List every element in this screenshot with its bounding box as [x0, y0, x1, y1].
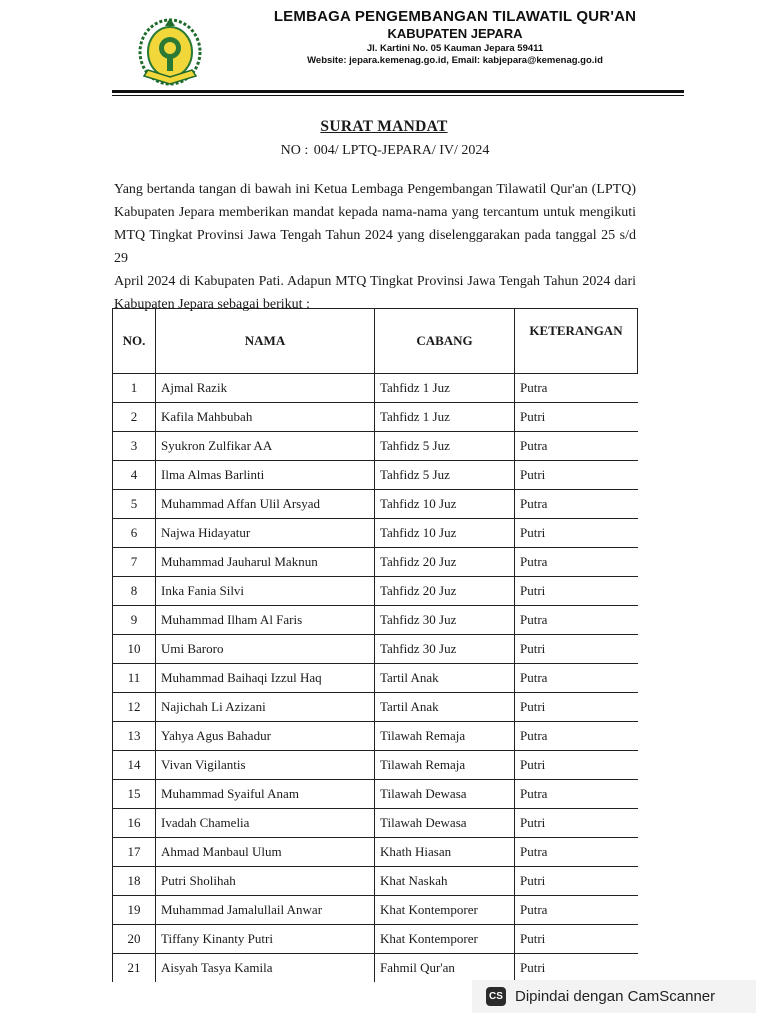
cell-no: 3	[113, 432, 156, 461]
table-row	[113, 577, 638, 606]
paragraph-line: Kabupaten Jepara sebagai berikut :	[114, 297, 310, 312]
cell-no: 2	[113, 403, 156, 432]
cell-no: 11	[113, 664, 156, 693]
cell-no: 10	[113, 635, 156, 664]
cell-cabang: Tahfidz 1 Juz	[375, 403, 515, 432]
cell-keterangan: Putra	[515, 432, 638, 461]
cell-keterangan: Putri	[515, 519, 638, 548]
cell-no: 19	[113, 896, 156, 925]
camscanner-text: Dipindai dengan CamScanner	[515, 988, 716, 1005]
cell-keterangan: Putra	[515, 606, 638, 635]
cell-nama: Kafila Mahbubah	[156, 403, 375, 432]
header-cabang: CABANG	[375, 309, 515, 374]
cell-nama: Syukron Zulfikar AA	[156, 432, 375, 461]
cell-nama: Ivadah Chamelia	[156, 809, 375, 838]
cell-cabang: Tilawah Remaja	[375, 751, 515, 780]
cell-keterangan: Putri	[515, 954, 638, 983]
cell-no: 15	[113, 780, 156, 809]
cell-cabang: Tahfidz 20 Juz	[375, 577, 515, 606]
table-header-row	[113, 309, 638, 374]
cell-cabang: Tartil Anak	[375, 664, 515, 693]
cell-nama: Muhammad Affan Ulil Arsyad	[156, 490, 375, 519]
cell-cabang: Tahfidz 5 Juz	[375, 461, 515, 490]
cell-nama: Ilma Almas Barlinti	[156, 461, 375, 490]
cell-keterangan: Putra	[515, 722, 638, 751]
document-number	[0, 143, 768, 159]
paragraph-line: MTQ Tingkat Provinsi Jawa Tengah Tahun 2024 yang diselenggarakan pada tanggal 25 s/d 29	[114, 228, 636, 266]
cell-nama: Muhammad Jamalullail Anwar	[156, 896, 375, 925]
cell-no: 14	[113, 751, 156, 780]
participant-rows	[113, 374, 638, 983]
table-row	[113, 664, 638, 693]
cell-no: 8	[113, 577, 156, 606]
cell-keterangan: Putri	[515, 577, 638, 606]
cell-nama: Najwa Hidayatur	[156, 519, 375, 548]
cell-keterangan: Putri	[515, 461, 638, 490]
table-row	[113, 809, 638, 838]
table-row	[113, 838, 638, 867]
table-row	[113, 867, 638, 896]
mandate-paragraph	[114, 178, 636, 316]
cell-keterangan: Putra	[515, 374, 638, 403]
cell-cabang: Tahfidz 5 Juz	[375, 432, 515, 461]
cell-keterangan: Putri	[515, 751, 638, 780]
letterhead-divider-thin	[112, 95, 684, 96]
table-row	[113, 635, 638, 664]
paragraph-line: April 2024 di Kabupaten Pati. Adapun MTQ Tingkat Provinsi Jawa Tengah Tahun 2024 dari	[114, 274, 636, 289]
organization-name: LEMBAGA PENGEMBANGAN TILAWATIL QUR'AN	[273, 8, 637, 25]
organization-contact: Website: jepara.kemenag.go.id, Email: kabjepara@kemenag.go.id	[307, 55, 603, 66]
cell-no: 21	[113, 954, 156, 983]
paragraph-line: Kabupaten Jepara memberikan mandat kepada nama-nama yang tercantum untuk mengikuti	[114, 205, 636, 220]
cell-no: 7	[113, 548, 156, 577]
header-keterangan: KETERANGAN	[515, 309, 638, 374]
cell-cabang: Khat Kontemporer	[375, 896, 515, 925]
document-number-label: NO :	[280, 143, 309, 158]
cell-cabang: Tilawah Dewasa	[375, 809, 515, 838]
letterhead	[230, 8, 680, 66]
letterhead-divider-thick	[112, 90, 684, 93]
cell-keterangan: Putri	[515, 635, 638, 664]
cell-keterangan: Putra	[515, 780, 638, 809]
cell-no: 13	[113, 722, 156, 751]
cell-nama: Muhammad Baihaqi Izzul Haq	[156, 664, 375, 693]
cell-nama: Umi Baroro	[156, 635, 375, 664]
table-row	[113, 519, 638, 548]
cell-nama: Muhammad Ilham Al Faris	[156, 606, 375, 635]
cell-cabang: Fahmil Qur'an	[375, 954, 515, 983]
header-no: NO.	[113, 309, 156, 374]
cell-no: 20	[113, 925, 156, 954]
table-row	[113, 432, 638, 461]
cell-cabang: Khat Kontemporer	[375, 925, 515, 954]
cell-cabang: Tahfidz 10 Juz	[375, 519, 515, 548]
document-title: SURAT MANDAT	[320, 118, 448, 135]
paragraph-line: Yang bertanda tangan di bawah ini Ketua Lembaga Pengembangan Tilawatil Qur'an (LPTQ)	[114, 182, 636, 197]
cell-keterangan: Putra	[515, 896, 638, 925]
cell-cabang: Tahfidz 10 Juz	[375, 490, 515, 519]
organization-region: KABUPATEN JEPARA	[387, 26, 523, 41]
organization-address: Jl. Kartini No. 05 Kauman Jepara 59411	[366, 43, 544, 54]
cell-keterangan: Putri	[515, 809, 638, 838]
cell-no: 17	[113, 838, 156, 867]
cell-nama: Vivan Vigilantis	[156, 751, 375, 780]
cell-cabang: Tahfidz 30 Juz	[375, 606, 515, 635]
table-row	[113, 751, 638, 780]
cell-nama: Tiffany Kinanty Putri	[156, 925, 375, 954]
table-row	[113, 896, 638, 925]
cell-no: 12	[113, 693, 156, 722]
table-row	[113, 780, 638, 809]
cell-cabang: Khat Naskah	[375, 867, 515, 896]
table-row	[113, 461, 638, 490]
table-row	[113, 490, 638, 519]
camscanner-logo-icon: CS	[486, 987, 506, 1006]
cell-cabang: Tilawah Remaja	[375, 722, 515, 751]
cell-cabang: Tartil Anak	[375, 693, 515, 722]
document-number-value: 004/ LPTQ-JEPARA/ IV/ 2024	[313, 143, 490, 158]
table-row	[113, 954, 638, 983]
cell-nama: Muhammad Syaiful Anam	[156, 780, 375, 809]
cell-nama: Najichah Li Azizani	[156, 693, 375, 722]
cell-no: 4	[113, 461, 156, 490]
cell-nama: Ahmad Manbaul Ulum	[156, 838, 375, 867]
cell-cabang: Khath Hiasan	[375, 838, 515, 867]
lptq-emblem-icon	[130, 12, 210, 88]
cell-keterangan: Putri	[515, 925, 638, 954]
cell-keterangan: Putra	[515, 664, 638, 693]
camscanner-watermark	[472, 980, 756, 1013]
cell-nama: Muhammad Jauharul Maknun	[156, 548, 375, 577]
table-row	[113, 606, 638, 635]
cell-keterangan: Putra	[515, 548, 638, 577]
cell-no: 6	[113, 519, 156, 548]
cell-cabang: Tahfidz 20 Juz	[375, 548, 515, 577]
cell-cabang: Tahfidz 30 Juz	[375, 635, 515, 664]
cell-nama: Ajmal Razik	[156, 374, 375, 403]
cell-keterangan: Putri	[515, 867, 638, 896]
cell-keterangan: Putra	[515, 490, 638, 519]
cell-cabang: Tahfidz 1 Juz	[375, 374, 515, 403]
cell-nama: Putri Sholihah	[156, 867, 375, 896]
cell-keterangan: Putri	[515, 693, 638, 722]
cell-nama: Inka Fania Silvi	[156, 577, 375, 606]
cell-keterangan: Putra	[515, 838, 638, 867]
cell-no: 9	[113, 606, 156, 635]
table-row	[113, 548, 638, 577]
participant-table	[112, 308, 638, 982]
cell-nama: Yahya Agus Bahadur	[156, 722, 375, 751]
cell-no: 1	[113, 374, 156, 403]
cell-no: 18	[113, 867, 156, 896]
header-nama: NAMA	[156, 309, 375, 374]
cell-nama: Aisyah Tasya Kamila	[156, 954, 375, 983]
cell-no: 16	[113, 809, 156, 838]
table-row	[113, 403, 638, 432]
table-row	[113, 374, 638, 403]
cell-cabang: Tilawah Dewasa	[375, 780, 515, 809]
cell-no: 5	[113, 490, 156, 519]
table-row	[113, 722, 638, 751]
table-row	[113, 925, 638, 954]
cell-keterangan: Putri	[515, 403, 638, 432]
table-row	[113, 693, 638, 722]
